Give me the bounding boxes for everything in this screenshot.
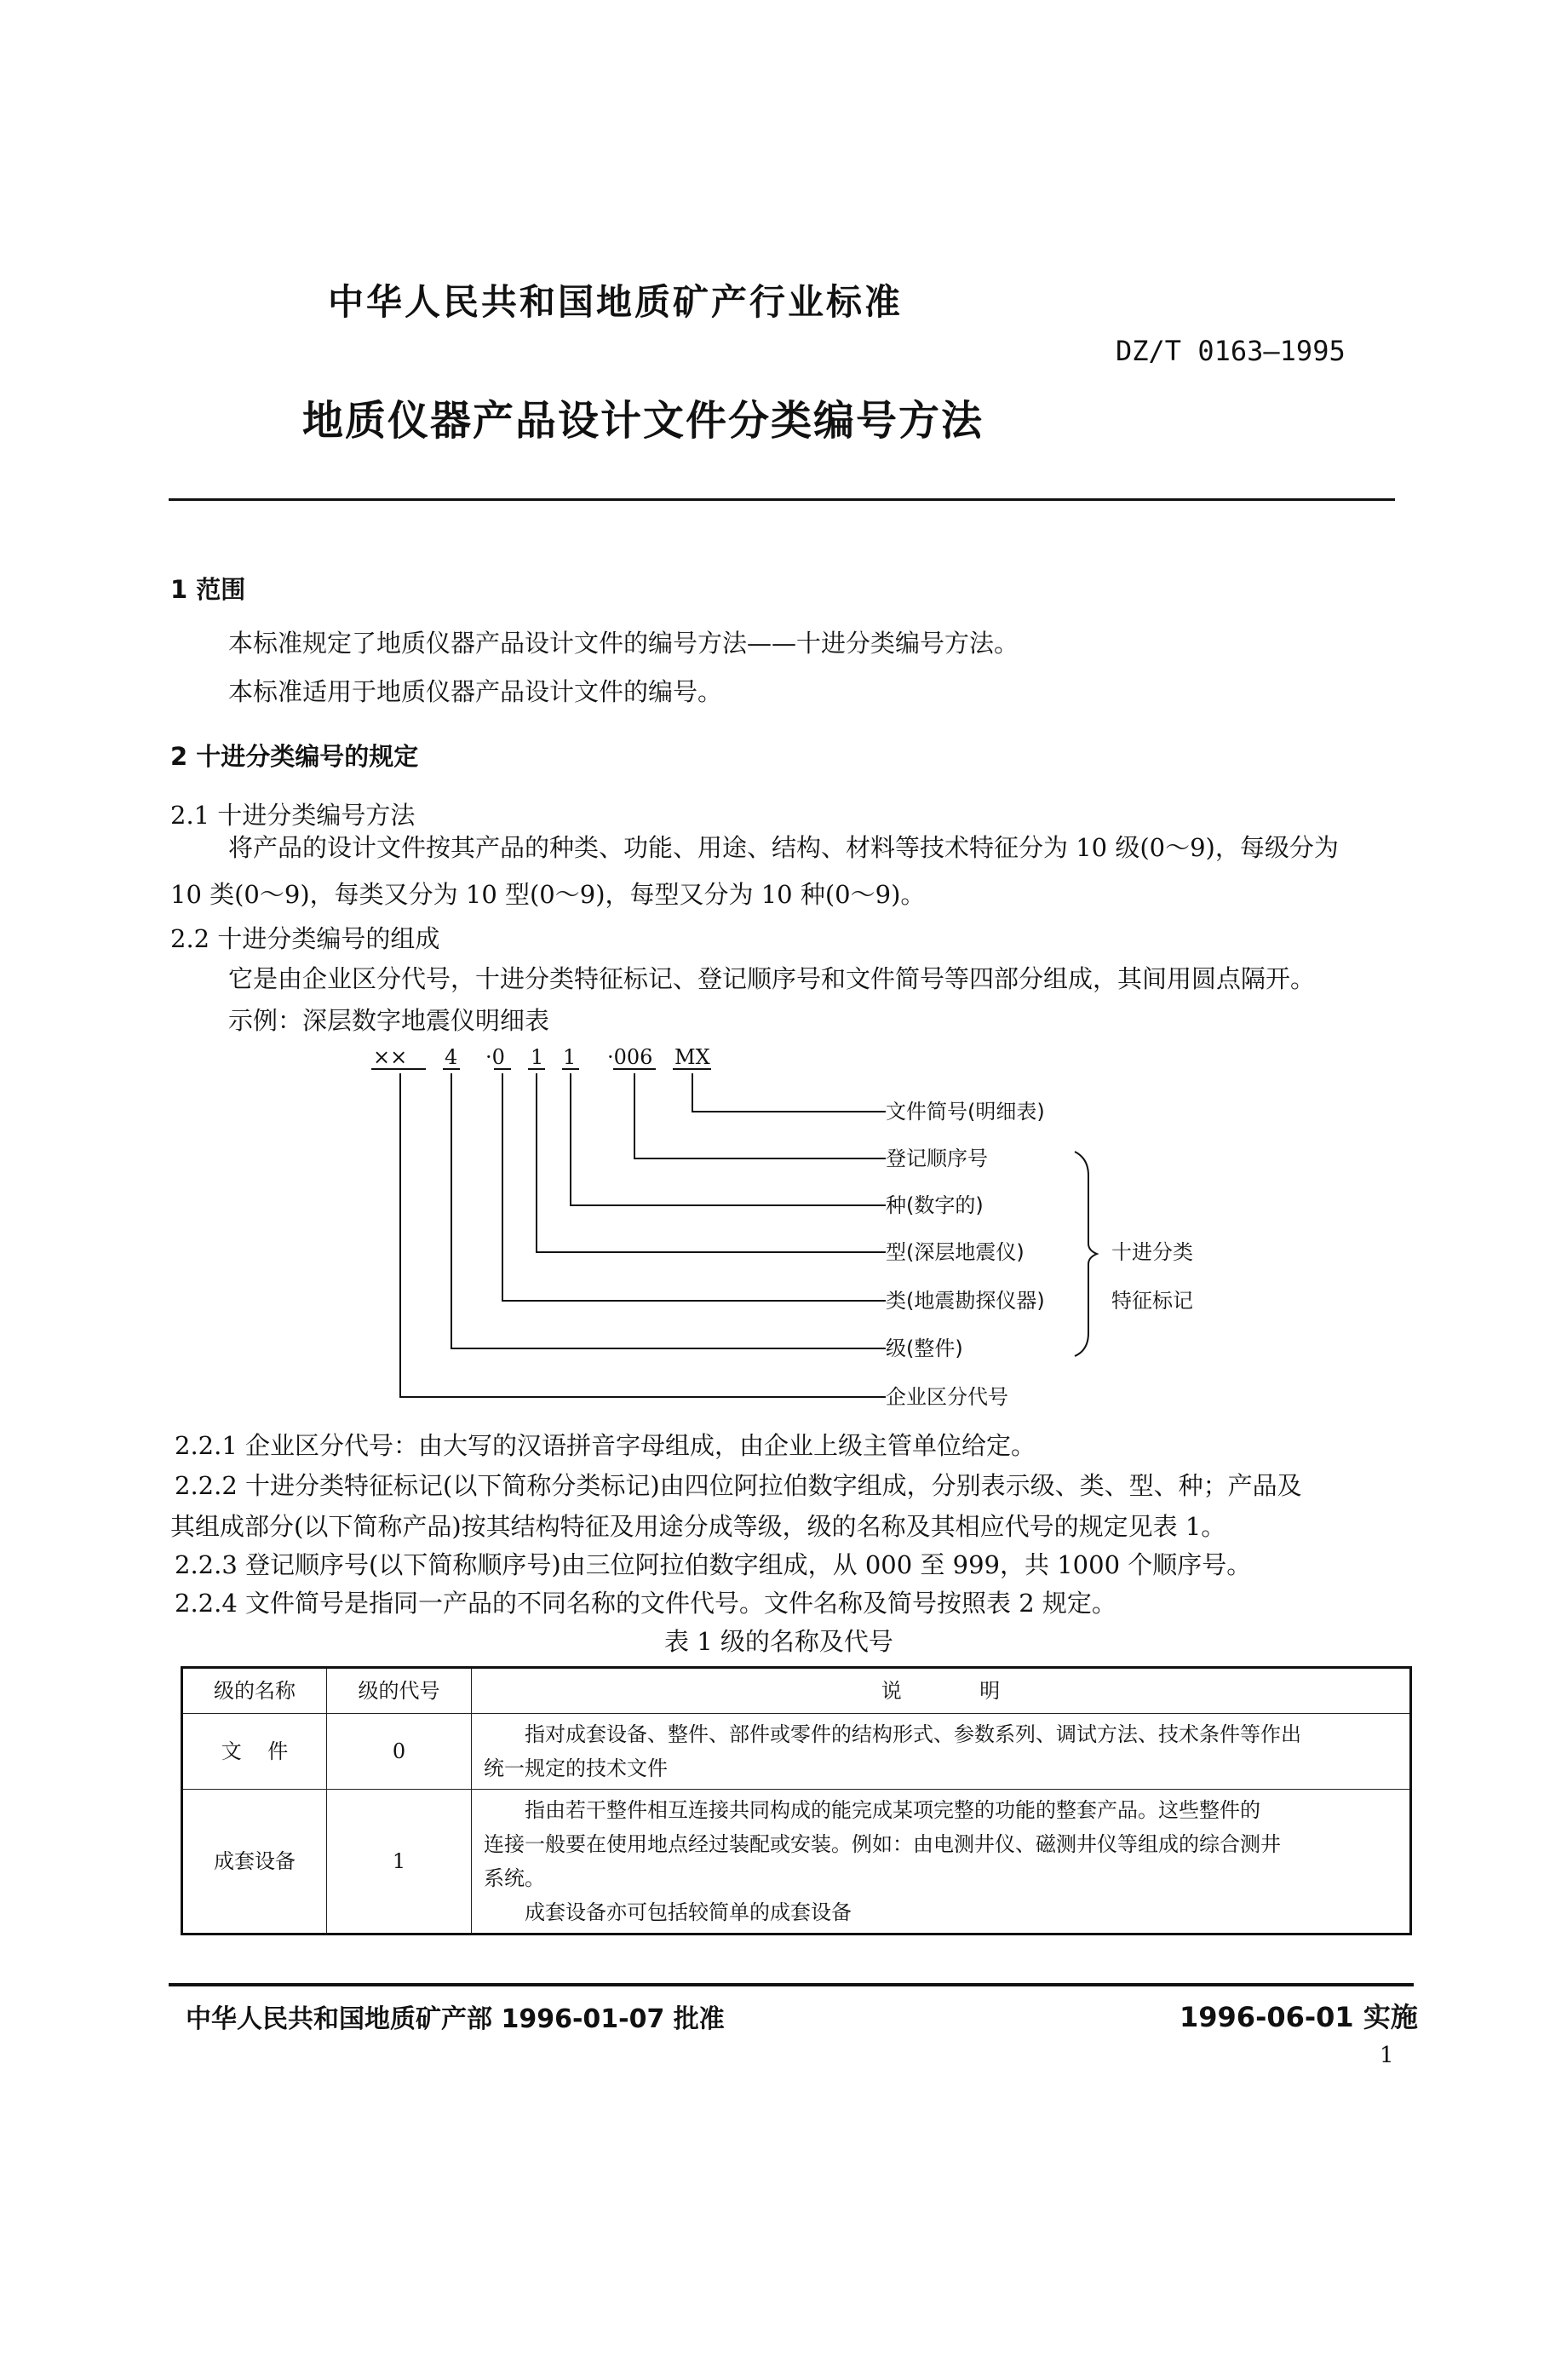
section-2-1-heading: 2.1 十进分类编号方法 xyxy=(170,801,416,830)
row-desc-line: 成套设备亦可包括较简单的成套设备 xyxy=(525,1900,852,1924)
clause-2-2-4: 2.2.4 文件简号是指同一产品的不同名称的文件代号。文件名称及简号按照表 2 规定。 xyxy=(175,1589,1116,1618)
row-desc-line: 系统。 xyxy=(484,1866,545,1890)
code-part-sequence: ·006 xyxy=(607,1045,653,1069)
page-number: 1 xyxy=(1380,2043,1394,2068)
code-part-enterprise: ×× xyxy=(373,1045,408,1069)
clause-2-2-2-line-2: 其组成部分(以下简称产品)按其结构特征及用途分成等级，级的名称及其相应代号的规定见表 1。 xyxy=(170,1512,1226,1541)
label-doc-code: 文件简号(明细表) xyxy=(886,1100,1045,1124)
row-description xyxy=(472,1790,1411,1934)
label-category: 类(地震勘探仪器) xyxy=(886,1289,1045,1313)
label-enterprise: 企业区分代号 xyxy=(886,1385,1008,1409)
section-2-2-line-1: 它是由企业区分代号，十进分类特征标记、登记顺序号和文件简号等四部分组成，其间用圆点隔开。 xyxy=(228,964,1316,993)
code-part-doc-code: MX xyxy=(674,1045,710,1069)
clause-2-2-3: 2.2.3 登记顺序号(以下简称顺序号)由三位阿拉伯数字组成，从 000 至 999，共 1000 个顺序号。 xyxy=(175,1550,1252,1579)
row-desc-line: 统一规定的技术文件 xyxy=(484,1756,668,1780)
section-1-heading: 1 范围 xyxy=(170,575,246,604)
footer-divider xyxy=(169,1983,1414,1986)
row-desc-line: 指由若干整件相互连接共同构成的能完成某项完整的功能的整套产品。这些整件的 xyxy=(525,1798,1260,1822)
row-name: 文 件 xyxy=(182,1714,327,1790)
table-1-caption: 表 1 级的名称及代号 xyxy=(664,1627,893,1656)
code-part-category: ·0 xyxy=(485,1045,505,1069)
label-class: 级(整件) xyxy=(886,1337,963,1360)
header-description: 说 明 xyxy=(472,1668,1411,1714)
standard-code: DZ/T 0163—1995 xyxy=(1116,335,1346,367)
clause-2-2-2-line-1: 2.2.2 十进分类特征标记(以下简称分类标记)由四位阿拉伯数字组成，分别表示级、类、型、种；产品及 xyxy=(175,1471,1302,1500)
header-class-name: 级的名称 xyxy=(182,1668,327,1714)
row-desc-line: 连接一般要在使用地点经过装配或安装。例如：由电测井仪、磁测井仪等组成的综合测井 xyxy=(484,1832,1281,1856)
code-part-type: 1 xyxy=(531,1045,544,1069)
header-class-code: 级的代号 xyxy=(327,1668,472,1714)
table-row xyxy=(182,1714,1411,1790)
section-2-2-heading: 2.2 十进分类编号的组成 xyxy=(170,924,440,953)
code-part-class: 4 xyxy=(445,1045,458,1069)
label-kind: 种(数字的) xyxy=(886,1193,984,1217)
label-sequence: 登记顺序号 xyxy=(886,1147,988,1170)
footer-approval: 中华人民共和国地质矿产部 1996-01-07 批准 xyxy=(186,2004,725,2034)
row-description xyxy=(472,1714,1411,1790)
org-standard-title: 中华人民共和国地质矿产行业标准 xyxy=(328,281,904,323)
bracket-label-top: 十进分类 xyxy=(1111,1240,1193,1264)
code-part-kind: 1 xyxy=(563,1045,577,1069)
clause-2-2-1: 2.2.1 企业区分代号：由大写的汉语拼音字母组成，由企业上级主管单位给定。 xyxy=(175,1431,1036,1460)
section-2-1-line-2: 10 类(0～9)，每类又分为 10 型(0～9)，每型又分为 10 种(0～9)。 xyxy=(170,880,926,909)
table-header-row xyxy=(182,1668,1411,1714)
footer-effective: 1996-06-01 实施 xyxy=(1180,2001,1418,2033)
row-desc-line: 指对成套设备、整件、部件或零件的结构形式、参数系列、调试方法、技术条件等作出 xyxy=(525,1722,1301,1746)
document-title: 地质仪器产品设计文件分类编号方法 xyxy=(302,397,984,445)
section-2-heading: 2 十进分类编号的规定 xyxy=(170,742,419,771)
example-caption: 示例：深层数字地震仪明细表 xyxy=(228,1006,550,1035)
label-type: 型(深层地震仪) xyxy=(886,1240,1025,1264)
row-code: 0 xyxy=(327,1714,472,1790)
table-row xyxy=(182,1790,1411,1934)
section-2-1-line-1: 将产品的设计文件按其产品的种类、功能、用途、结构、材料等技术特征分为 10 级(0～9)，每级分为 xyxy=(228,833,1339,862)
bracket-label-bottom: 特征标记 xyxy=(1111,1289,1193,1313)
section-1-para-2: 本标准适用于地质仪器产品设计文件的编号。 xyxy=(228,677,723,706)
section-1-para-1: 本标准规定了地质仪器产品设计文件的编号方法——十进分类编号方法。 xyxy=(228,629,1019,658)
row-code: 1 xyxy=(327,1790,472,1934)
row-name: 成套设备 xyxy=(182,1790,327,1934)
table-1 xyxy=(181,1666,1412,1935)
